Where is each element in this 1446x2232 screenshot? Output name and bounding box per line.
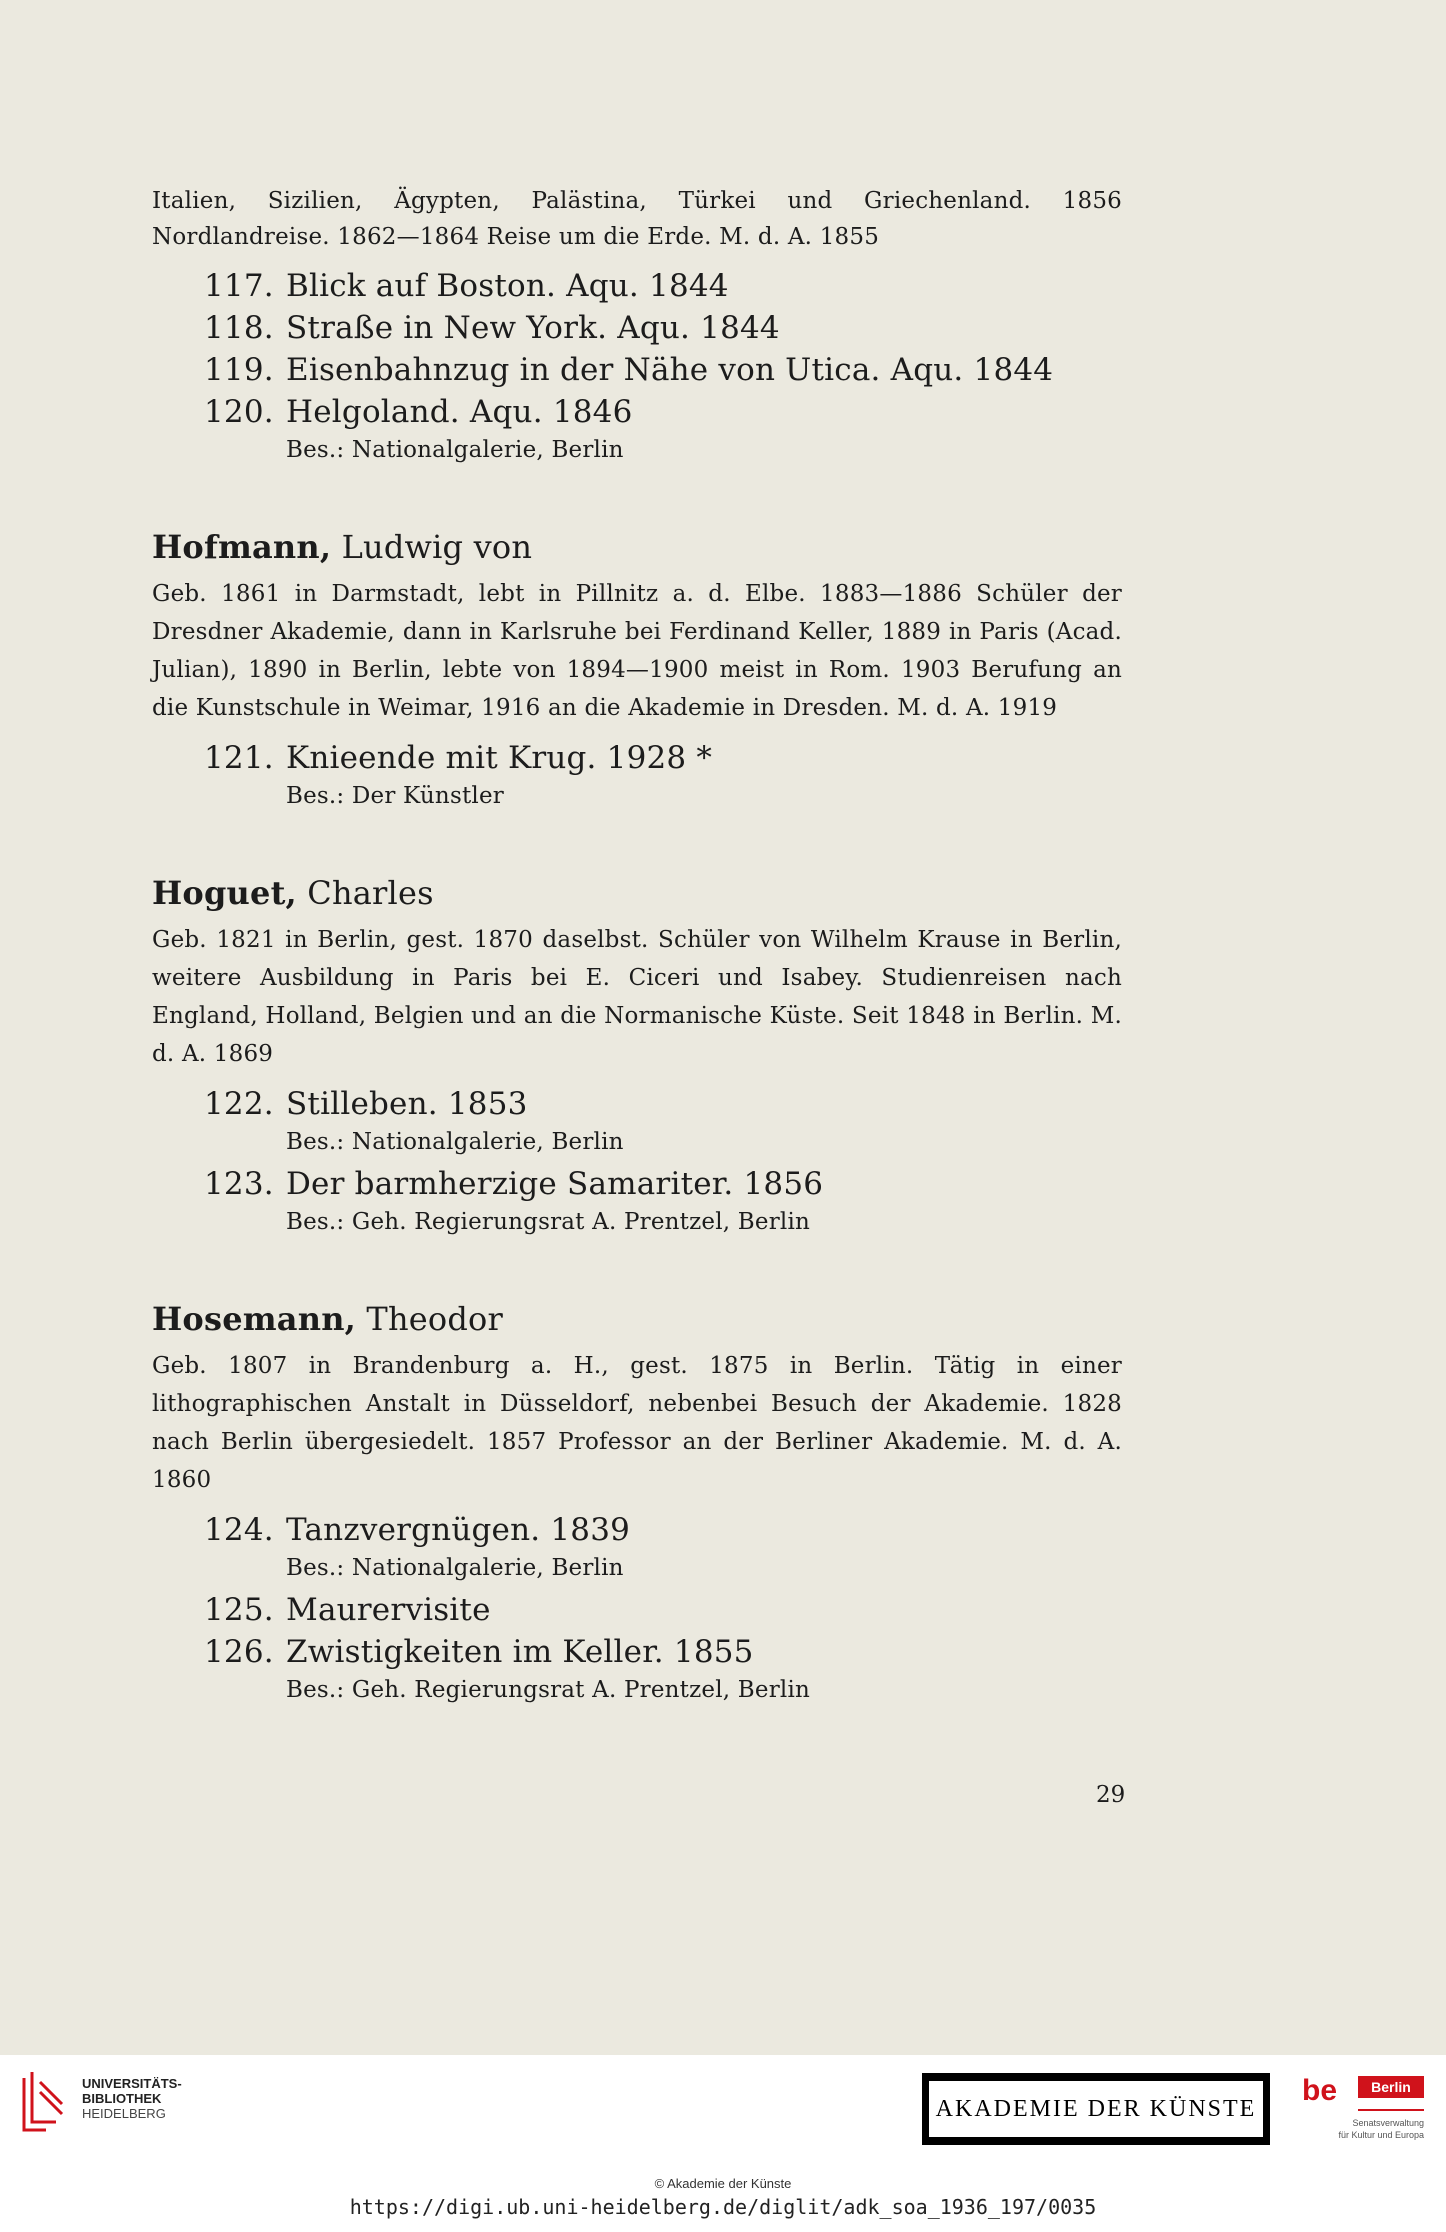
be-logo-sub-1: Senatsverwaltung bbox=[1352, 2118, 1424, 2128]
university-library-name[interactable] bbox=[82, 2076, 182, 2121]
work-number: 118. bbox=[204, 310, 274, 346]
artist-surname: Hoguet, bbox=[152, 874, 297, 912]
work-number: 121. bbox=[204, 740, 274, 776]
work-118 bbox=[204, 307, 1122, 349]
work-number: 120. bbox=[204, 394, 274, 430]
owner-line: Bes.: Nationalgalerie, Berlin bbox=[286, 1129, 624, 1155]
university-library-logo-icon[interactable] bbox=[16, 2068, 76, 2138]
artist-bio: Geb. 1821 in Berlin, gest. 1870 daselbst. Schüler von Wilhelm Krause in Berlin, weitere Ausbildung in Paris bei E. Ciceri und Isabey. Studienreisen nach England, Holland, Belgien und an die Normanische Küste. Seit 1848 in Berlin. M. d. A. 1869 bbox=[152, 927, 1122, 1067]
be-logo-text: be bbox=[1302, 2074, 1338, 2107]
work-117 bbox=[204, 265, 1122, 307]
work-124 bbox=[204, 1509, 1122, 1551]
ub-line-1: UNIVERSITÄTS- bbox=[82, 2076, 182, 2091]
work-title: Blick auf Boston. Aqu. 1844 bbox=[286, 268, 729, 304]
work-title: Helgoland. Aqu. 1846 bbox=[286, 394, 633, 430]
be-logo-berlin: Berlin bbox=[1371, 2079, 1411, 2095]
work-title: Zwistigkeiten im Keller. 1855 bbox=[286, 1634, 754, 1670]
work-title: Knieende mit Krug. 1928 * bbox=[286, 740, 713, 776]
be-logo-sub-2: für Kultur und Europa bbox=[1338, 2130, 1424, 2140]
work-121 bbox=[204, 737, 1122, 779]
work-number: 125. bbox=[204, 1592, 274, 1628]
work-122 bbox=[204, 1083, 1122, 1125]
ub-line-2: BIBLIOTHEK bbox=[82, 2091, 162, 2106]
catalog-text bbox=[152, 183, 1122, 1711]
work-title: Eisenbahnzug in der Nähe von Utica. Aqu. 1844 bbox=[286, 352, 1054, 388]
copyright-notice: © Akademie der Künste bbox=[654, 2176, 792, 2191]
work-number: 119. bbox=[204, 352, 274, 388]
artist-given-name: Theodor bbox=[366, 1300, 504, 1338]
work-120 bbox=[204, 391, 1122, 433]
work-number: 123. bbox=[204, 1166, 274, 1202]
ub-line-3: HEIDELBERG bbox=[82, 2106, 166, 2121]
work-119 bbox=[204, 349, 1122, 391]
work-title: Maurervisite bbox=[286, 1592, 491, 1628]
artist-given-name: Charles bbox=[307, 874, 434, 912]
work-title: Der barmherzige Samariter. 1856 bbox=[286, 1166, 824, 1202]
work-number: 122. bbox=[204, 1086, 274, 1122]
artist-surname: Hosemann, bbox=[152, 1300, 357, 1338]
owner-line: Bes.: Geh. Regierungsrat A. Prentzel, Berlin bbox=[286, 1677, 811, 1703]
owner-line: Bes.: Geh. Regierungsrat A. Prentzel, Berlin bbox=[286, 1209, 811, 1235]
page-number: 29 bbox=[1096, 1782, 1126, 1808]
artist-heading-hoguet bbox=[152, 871, 1122, 915]
work-title: Tanzvergnügen. 1839 bbox=[286, 1512, 631, 1548]
work-123 bbox=[204, 1163, 1122, 1205]
artist-heading-hofmann bbox=[152, 525, 1122, 569]
work-number: 117. bbox=[204, 268, 274, 304]
artist-given-name: Ludwig von bbox=[341, 528, 533, 566]
work-number: 126. bbox=[204, 1634, 274, 1670]
owner-line: Bes.: Der Künstler bbox=[286, 783, 504, 809]
artist-bio: Geb. 1861 in Darmstadt, lebt in Pillnitz a. d. Elbe. 1883—1886 Schüler der Dresdner Akademie, dann in Karlsruhe bei Ferdinand Keller, 1889 in Paris (Acad. Julian), 1890 in Berlin, lebte von 1894—1900 meist in Rom. 1903 Berufung an die Kunstschule in Weimar, 1916 an die Akademie in Dresden. M. d. A. 1919 bbox=[152, 581, 1122, 721]
artist-heading-hosemann bbox=[152, 1297, 1122, 1341]
work-number: 124. bbox=[204, 1512, 274, 1548]
be-berlin-logo-icon[interactable] bbox=[1300, 2070, 1428, 2150]
work-title: Stilleben. 1853 bbox=[286, 1086, 528, 1122]
artist-surname: Hofmann, bbox=[152, 528, 332, 566]
permalink-url[interactable]: https://digi.ub.uni-heidelberg.de/diglit/adk_soa_1936_197/0035 bbox=[349, 2195, 1097, 2219]
owner-line: Bes.: Nationalgalerie, Berlin bbox=[286, 1555, 624, 1581]
akademie-der-kuenste-logo[interactable] bbox=[922, 2073, 1270, 2145]
intro-paragraph: Italien, Sizilien, Ägypten, Palästina, Türkei und Griechenland. 1856 Nordlandreise. 1862—1864 Reise um die Erde. M. d. A. 1855 bbox=[152, 188, 1122, 250]
work-125 bbox=[204, 1589, 1122, 1631]
work-126 bbox=[204, 1631, 1122, 1673]
work-title: Straße in New York. Aqu. 1844 bbox=[286, 310, 780, 346]
owner-line: Bes.: Nationalgalerie, Berlin bbox=[286, 437, 624, 463]
adk-logo-label: AKADEMIE DER KÜNSTE bbox=[929, 2081, 1263, 2137]
artist-bio: Geb. 1807 in Brandenburg a. H., gest. 1875 in Berlin. Tätig in einer lithographischen Anstalt in Düsseldorf, nebenbei Besuch der Akademie. 1828 nach Berlin übergesiedelt. 1857 Professor an der Berliner Akademie. M. d. A. 1860 bbox=[152, 1353, 1122, 1493]
